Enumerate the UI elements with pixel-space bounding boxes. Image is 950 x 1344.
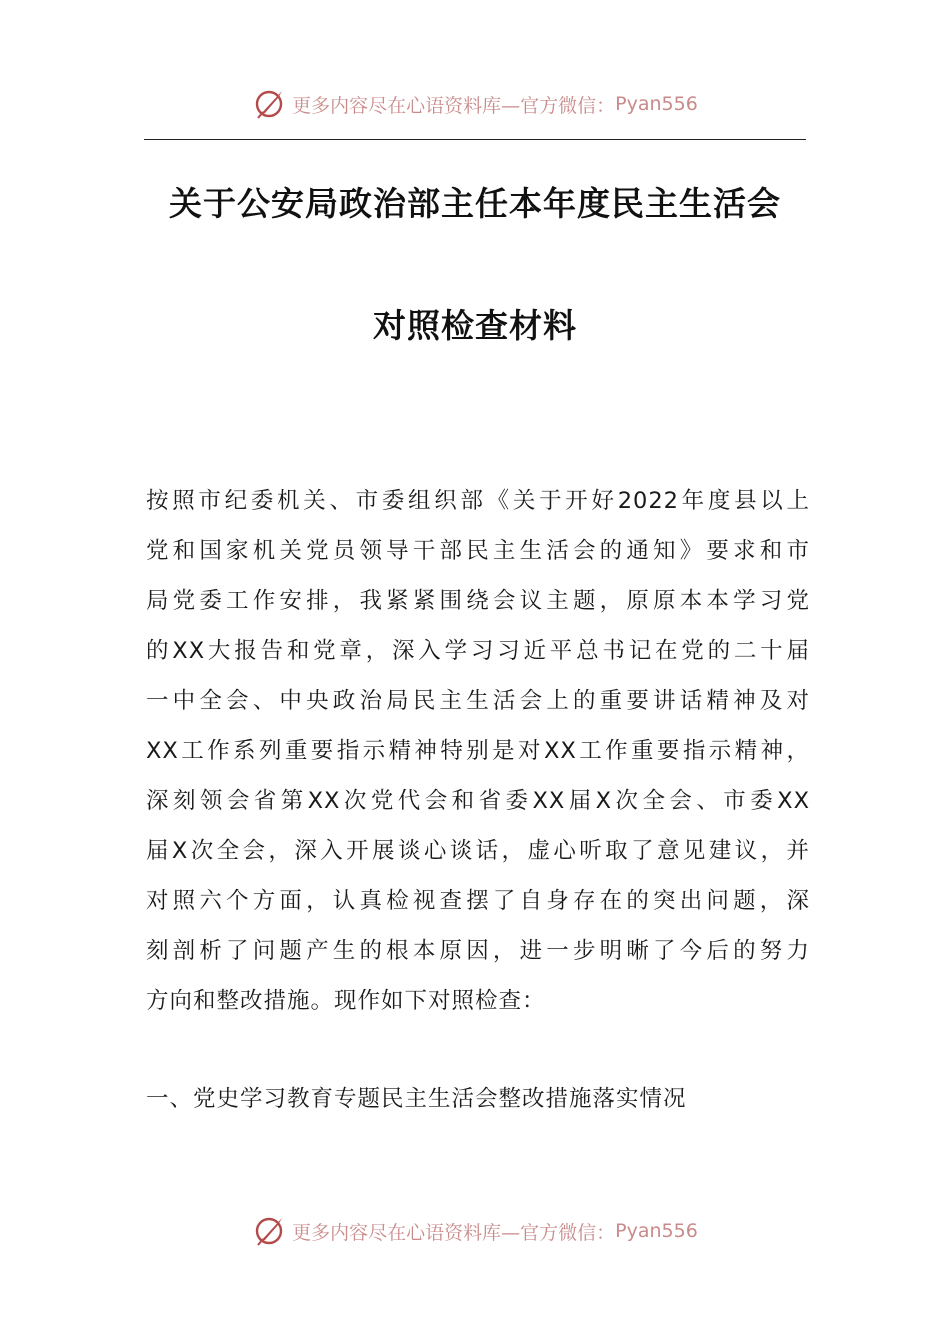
paragraph-line: 一中全会、中央政治局民主生活会上的重要讲话精神及对 [146,688,810,714]
footer-watermark [0,1211,950,1251]
header-divider [144,139,806,140]
watermark-wechat-id: Pyan556 [615,93,698,115]
watermark-text: 更多内容尽在心语资料库—官方微信： [292,1221,616,1244]
paragraph-line: XX工作系列重要指示精神特别是对XX工作重要指示精神， [146,738,810,764]
intro-paragraph [146,476,810,1026]
paragraph-line: 深刻领会省第XX次党代会和省委XX届X次全会、市委XX [146,788,810,814]
paragraph-line: 刻剖析了问题产生的根本原因，进一步明晰了今后的努力 [146,938,810,964]
paragraph-line: 届X次全会，深入开展谈心谈话，虚心听取了意见建议，并 [146,838,810,864]
paragraph-line: 对照六个方面，认真检视查摆了自身存在的突出问题，深 [146,888,810,914]
quill-pen-circle-icon [252,1213,288,1249]
paragraph-line: 方向和整改措施。现作如下对照检查： [146,988,546,1014]
quill-pen-circle-icon [252,86,288,122]
header-watermark [0,84,950,124]
paragraph-line: 的XX大报告和党章，深入学习习近平总书记在党的二十届 [146,638,810,664]
document-title-line-2: 对照检查材料 [373,306,577,345]
document-title-line-1: 关于公安局政治部主任本年度民主生活会 [169,184,781,223]
watermark-wechat-id: Pyan556 [615,1220,698,1242]
paragraph-line: 局党委工作安排，我紧紧围绕会议主题，原原本本学习党 [146,588,810,614]
section-heading: 一、党史学习教育专题民主生活会整改措施落实情况 [146,1086,687,1112]
paragraph-line: 按照市纪委机关、市委组织部《关于开好2022年度县以上 [146,488,810,514]
paragraph-line: 党和国家机关党员领导干部民主生活会的通知》要求和市 [146,538,810,564]
watermark-text: 更多内容尽在心语资料库—官方微信： [292,94,616,117]
